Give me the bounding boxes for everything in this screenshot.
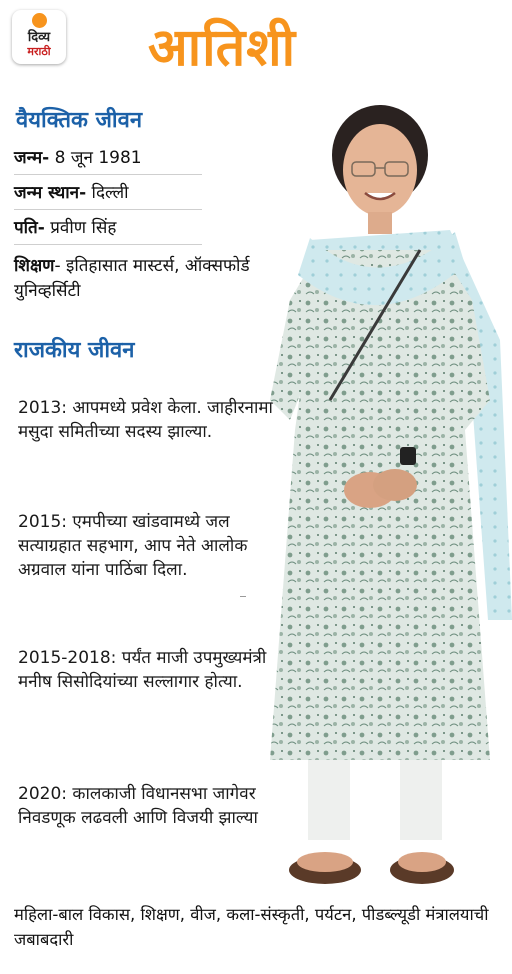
birth-place-value: दिल्ली [86,183,129,203]
spouse-value: प्रवीण सिंह [44,218,117,238]
logo-sun-icon [32,13,47,28]
birth-place-row [14,180,202,210]
birth-date-label: जन्म- [14,148,50,168]
divider-mark [240,596,246,597]
logo-text-bottom: मराठी [27,45,51,58]
timeline-item-2015-2018: 2015-2018: पर्यंत माजी उपमुख्यमंत्री मनीष सिसोदियांच्या सल्लागार होत्या. [18,648,267,692]
page-title: आतिशी [148,18,297,78]
spouse-label: पति- [14,218,45,238]
education-label: शिक्षण [14,256,55,276]
timeline-item-2015: 2015: एमपीच्या खांडवामध्ये जल सत्याग्रहात सहभाग, आप नेते आलोक अग्रवाल यांना पाठिंबा दिला. [18,512,248,580]
political-life-heading: राजकीय जीवन [14,338,135,363]
birth-date-row [14,145,202,175]
logo-text-top: दिव्य [27,30,51,45]
birth-place-label: जन्म स्थान- [14,183,87,203]
brand-logo [12,10,66,64]
personal-life-heading: वैयक्तिक जीवन [16,108,143,133]
timeline-item-2020: 2020: कालकाजी विधानसभा जागेवर निवडणूक लढवली आणि विजयी झाल्या [18,784,258,828]
education-value: - इतिहासात मास्टर्स, ऑक्सफोर्ड युनिव्हर्सिटी [14,256,250,301]
portfolio-responsibilities: महिला-बाल विकास, शिक्षण, वीज, कला-संस्कृती, पर्यटन, पीडब्ल्यूडी मंत्रालयाची जबाबदारी [14,905,489,949]
birth-date-value: 8 जून 1981 [49,148,142,168]
spouse-row [14,215,202,245]
timeline-item-2013: 2013: आपमध्ये प्रवेश केला. जाहीरनामा मसुदा समितीच्या सदस्य झाल्या. [18,398,273,442]
portrait-photo [250,100,512,900]
